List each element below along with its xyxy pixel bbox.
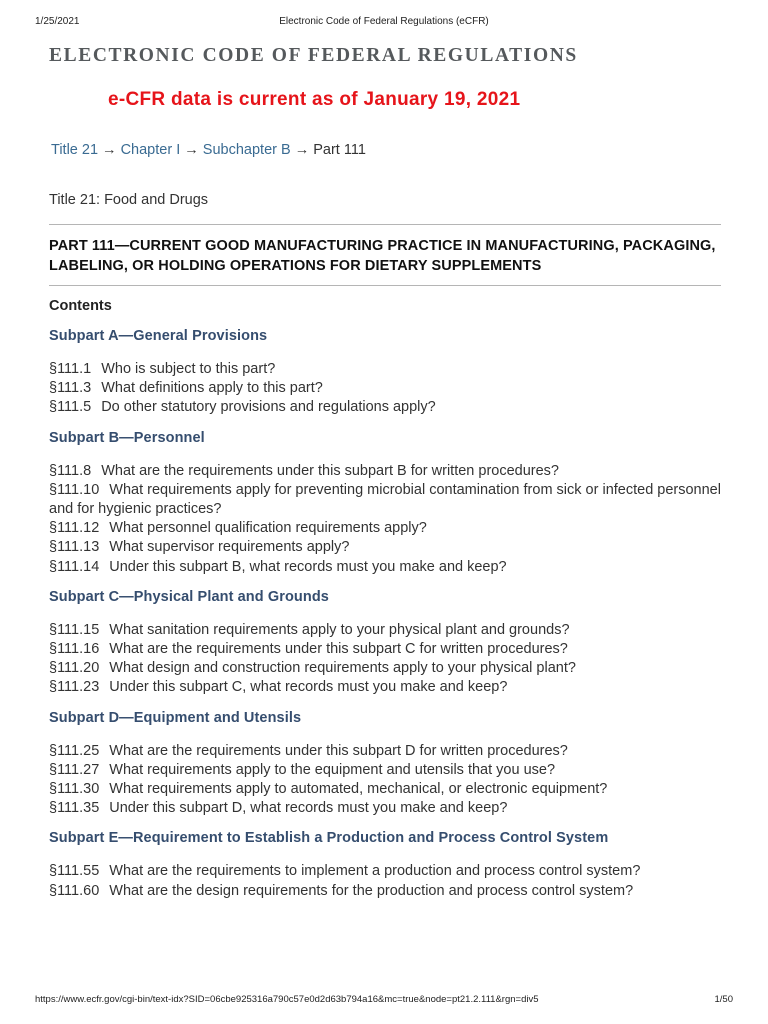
title-line: Title 21: Food and Drugs bbox=[49, 192, 209, 208]
breadcrumb-current: Part 111 bbox=[313, 142, 366, 158]
section-number: §111.30 bbox=[49, 781, 100, 798]
section-number: §111.27 bbox=[49, 761, 100, 778]
section-number: §111.10 bbox=[49, 481, 100, 498]
section-number: §111.60 bbox=[49, 882, 100, 899]
subpart-title[interactable]: Subpart A—General Provisions bbox=[49, 328, 268, 344]
section-list bbox=[49, 742, 721, 819]
section-list bbox=[49, 360, 721, 418]
section-link[interactable] bbox=[49, 558, 721, 577]
currency-notice: e-CFR data is current as of January 19, 2021 bbox=[108, 89, 521, 110]
section-number: §111.15 bbox=[49, 621, 100, 638]
breadcrumb-separator: → bbox=[294, 142, 310, 158]
section-text: Under this subpart C, what records must you make and keep? bbox=[109, 679, 508, 696]
section-text: What requirements apply to the equipment and utensils that you use? bbox=[109, 761, 556, 778]
section-number: §111.14 bbox=[49, 558, 100, 575]
site-banner: ELECTRONIC CODE OF FEDERAL REGULATIONS bbox=[49, 45, 578, 66]
document-content bbox=[49, 42, 721, 901]
contents-label: Contents bbox=[49, 298, 112, 314]
section-link[interactable] bbox=[49, 780, 721, 799]
table-of-contents bbox=[49, 326, 721, 901]
section-text: What are the requirements under this subpart D for written procedures? bbox=[109, 742, 568, 759]
print-footer bbox=[35, 994, 733, 1008]
part-heading: PART 111—CURRENT GOOD MANUFACTURING PRACTICE IN MANUFACTURING, PACKAGING, LABELING, OR HOLDING OPERATIONS FOR DIETARY SUPPLEMENTS bbox=[49, 238, 716, 274]
section-link[interactable] bbox=[49, 659, 721, 678]
section-number: §111.5 bbox=[49, 399, 92, 416]
subpart-block bbox=[49, 708, 721, 819]
breadcrumb-separator: → bbox=[184, 142, 199, 158]
section-text: What design and construction requirements apply to your physical plant? bbox=[109, 660, 576, 677]
subpart-block bbox=[49, 587, 721, 698]
print-date: 1/25/2021 bbox=[35, 16, 80, 27]
print-url: https://www.ecfr.gov/cgi-bin/text-idx?SID=06cbe925316a790c57e0d2d63b794a16&mc=true&node=pt21.2.111&rgn=div5 bbox=[35, 994, 539, 1005]
section-link[interactable] bbox=[49, 379, 721, 398]
section-link[interactable] bbox=[49, 398, 721, 417]
section-link[interactable] bbox=[49, 519, 721, 538]
breadcrumb-subchapter-b[interactable]: Subchapter B bbox=[202, 142, 291, 158]
section-number: §111.12 bbox=[49, 520, 100, 537]
section-link[interactable] bbox=[49, 538, 721, 557]
section-link[interactable] bbox=[49, 621, 721, 640]
subpart-title[interactable]: Subpart D—Equipment and Utensils bbox=[49, 709, 302, 726]
section-number: §111.25 bbox=[49, 742, 100, 759]
section-link[interactable] bbox=[49, 360, 721, 379]
section-text: What sanitation requirements apply to your physical plant and grounds? bbox=[109, 621, 570, 638]
section-text: What definitions apply to this part? bbox=[101, 380, 323, 397]
section-text: What personnel qualification requirements apply? bbox=[109, 520, 427, 537]
section-text: What are the requirements to implement a production and process control system? bbox=[109, 863, 641, 880]
section-text: Who is subject to this part? bbox=[101, 361, 276, 377]
section-text: What are the design requirements for the production and process control system? bbox=[109, 882, 634, 899]
section-text: Under this subpart D, what records must you make and keep? bbox=[109, 800, 508, 817]
divider bbox=[49, 285, 721, 286]
section-link[interactable] bbox=[49, 640, 721, 659]
subpart-block bbox=[49, 828, 721, 900]
section-text: Under this subpart B, what records must you make and keep? bbox=[109, 558, 507, 575]
section-list bbox=[49, 621, 721, 698]
section-text: What supervisor requirements apply? bbox=[109, 539, 350, 556]
print-page-title: Electronic Code of Federal Regulations (eCFR) bbox=[279, 16, 489, 27]
section-link[interactable] bbox=[49, 481, 721, 519]
section-list bbox=[49, 862, 721, 900]
subpart-title[interactable]: Subpart B—Personnel bbox=[49, 429, 205, 446]
section-number: §111.16 bbox=[49, 641, 100, 658]
section-text: What are the requirements under this subpart B for written procedures? bbox=[101, 462, 559, 479]
print-header bbox=[35, 16, 733, 30]
divider bbox=[49, 224, 721, 225]
section-number: §111.3 bbox=[49, 380, 92, 397]
section-text: What are the requirements under this subpart C for written procedures? bbox=[109, 641, 568, 658]
breadcrumb-title-21[interactable]: Title 21 bbox=[51, 142, 99, 158]
section-list bbox=[49, 462, 721, 577]
section-number: §111.8 bbox=[49, 462, 92, 479]
subpart-title[interactable]: Subpart C—Physical Plant and Grounds bbox=[49, 588, 329, 605]
section-number: §111.55 bbox=[49, 863, 100, 880]
breadcrumb-separator: → bbox=[102, 142, 117, 158]
section-link[interactable] bbox=[49, 799, 721, 818]
subpart-block bbox=[49, 428, 721, 577]
section-number: §111.1 bbox=[49, 361, 92, 377]
section-link[interactable] bbox=[49, 761, 721, 780]
subpart-block bbox=[49, 326, 721, 418]
section-text: Do other statutory provisions and regulations apply? bbox=[101, 399, 436, 416]
section-number: §111.23 bbox=[49, 679, 100, 696]
section-link[interactable] bbox=[49, 882, 721, 901]
section-link[interactable] bbox=[49, 742, 721, 761]
page-number: 1/50 bbox=[714, 994, 733, 1005]
section-link[interactable] bbox=[49, 462, 721, 481]
section-number: §111.13 bbox=[49, 539, 100, 556]
breadcrumb-chapter-i[interactable]: Chapter I bbox=[120, 142, 181, 158]
section-number: §111.35 bbox=[49, 800, 100, 817]
section-number: §111.20 bbox=[49, 660, 100, 677]
breadcrumb bbox=[51, 140, 721, 160]
section-text: What requirements apply to automated, mechanical, or electronic equipment? bbox=[109, 781, 608, 798]
section-link[interactable] bbox=[49, 678, 721, 697]
section-text: What requirements apply for preventing microbial contamination from sick or infected personnel and for hygienic practices? bbox=[49, 481, 721, 518]
section-link[interactable] bbox=[49, 862, 721, 881]
subpart-title[interactable]: Subpart E—Requirement to Establish a Production and Process Control System bbox=[49, 830, 609, 847]
